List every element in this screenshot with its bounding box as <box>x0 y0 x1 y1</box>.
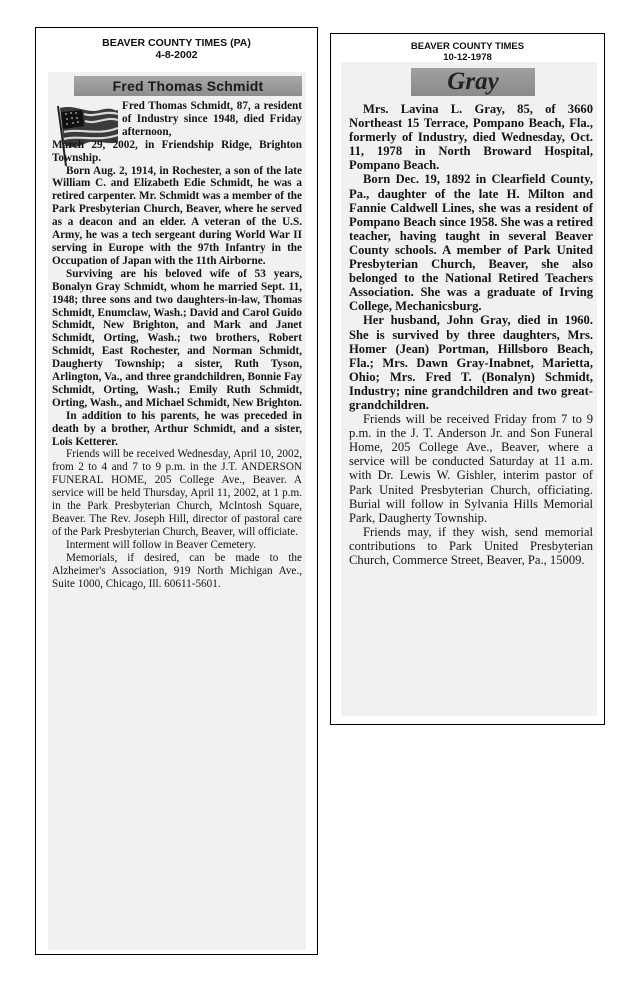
newspaper-header <box>331 42 604 63</box>
paragraph-services: Friends will be received Friday from 7 to 9 p.m. in the J. T. Anderson Jr. and Son Funeral Home, 205 College Ave., Beaver, where a service will be conducted Saturday at 11 a.m. with Dr. Lewis W. Gishler, interim pastor of Park United Presbyterian Church, officiating. Burial will follow in Sylvania Hills Memorial Park, Daugherty Township. <box>349 412 593 525</box>
newspaper-name: BEAVER COUNTY TIMES (PA) <box>102 37 251 49</box>
intro-wrap <box>52 100 302 139</box>
name-banner: Gray <box>411 68 535 96</box>
paragraph-biography: Born Dec. 19, 1892 in Clearfield County, Pa., daughter of the late H. Milton and Fannie Caldwell Lines, she was a resident of Pompano Beach since 1958. She was a retired teacher, having taught in several Beaver County schools. A member of Park United Presbyterian Church, Beaver, she also belonged to the National Retired Teachers Association. She was a graduate of Irving College, Mechanicsburg. <box>349 172 593 314</box>
paragraph-death-notice: Mrs. Lavina L. Gray, 85, of 3660 Northeast 15 Terrace, Pompano Beach, Fla., formerly of Industry, died Wednesday, Oct. 11, 1978 in North Broward Hospital, Pompano Beach. <box>349 102 593 173</box>
newspaper-clipping <box>48 72 306 950</box>
paragraph-memorials: Memorials, if desired, can be made to the Alzheimer's Association, 919 North Michigan Ave., Suite 1000, Chicago, Ill. 60611-5601. <box>52 551 302 590</box>
paragraph-biography: Born Aug. 2, 1914, in Rochester, a son of the late William C. and Elizabeth Edie Schmidt, he was a retired carpenter. Mr. Schmidt was a member of the Park Presbyterian Church, Beaver, where he served as a deacon and an elder. A veteran of the U.S. Army, he was a tech sergeant during World War II serving in Europe with the 97th Infantry in the Occupation of Japan with the 11th Airborne. <box>52 164 302 267</box>
obituary-text <box>52 100 302 590</box>
paragraph-services: Friends will be received Wednesday, April 10, 2002, from 2 to 4 and 7 to 9 p.m. in the J.T. ANDERSON FUNERAL HOME, 205 College Ave., Beaver. A service will be held Thursday, April 11, 2002, at 1 p.m. in the Park Presbyterian Church, McIntosh Square, Beaver. The Rev. Joseph Hill, director of pastoral care of the Park Presbyterian Church, Beaver, will officiate. <box>52 448 302 538</box>
publication-date: 10-12-1978 <box>443 51 492 63</box>
obituary-card-gray <box>330 33 605 725</box>
paragraph-memorials: Friends may, if they wish, send memorial contributions to Park United Presbyterian Church, Commerce Street, Beaver, Pa., 15009. <box>349 524 593 567</box>
newspaper-clipping <box>341 62 597 716</box>
obituary-text <box>349 102 593 567</box>
intro-continued: March 29, 2002, in Friendship Ridge, Brighton Township. <box>52 138 302 164</box>
intro-text: Fred Thomas Schmidt, 87, a resident of Industry since 1948, died Friday afternoon, <box>122 100 302 138</box>
paragraph-interment: Interment will follow in Beaver Cemetery. <box>66 538 257 551</box>
newspaper-header <box>36 37 317 61</box>
paragraph-survivors: Surviving are his beloved wife of 53 years, Bonalyn Gray Schmidt, whom he married Sept. 11, 1948; three sons and two daughters-in-law, Thomas Schmidt, Enumclaw, Wash.; David and Carol Guido Schmidt, New Brighton, and Mark and Janet Schmidt, Orting, Wash.; two brothers, Robert Schmidt, East Rochester, and Norman Schmidt, Daugherty Township; a sister, Ruth Tyson, Arlington, Va., and three grandchildren, Bonnie Fay Schmidt, Orting, Wash.; Emily Ruth Schmidt, Orting, Wash., and Michael Schmidt, New Brighton. <box>52 267 302 409</box>
paragraph-preceded: In addition to his parents, he was preceded in death by a brother, Arthur Schmidt, and a sister, Lois Ketterer. <box>52 409 302 448</box>
publication-date: 4-8-2002 <box>155 49 198 61</box>
newspaper-name: BEAVER COUNTY TIMES <box>410 41 525 52</box>
obituary-card-schmidt <box>35 27 318 955</box>
name-banner: Fred Thomas Schmidt <box>74 76 302 96</box>
paragraph-survivors: Her husband, John Gray, died in 1960. She is survived by three daughters, Mrs. Homer (Jean) Portman, Hillsboro Beach, Fla.; Mrs. Dawn Gray-Inabnet, Marietta, Ohio; Mrs. Fred T. (Bonalyn) Schmidt, Industry; nine grandchildren and two great-grandchildren. <box>349 313 593 412</box>
